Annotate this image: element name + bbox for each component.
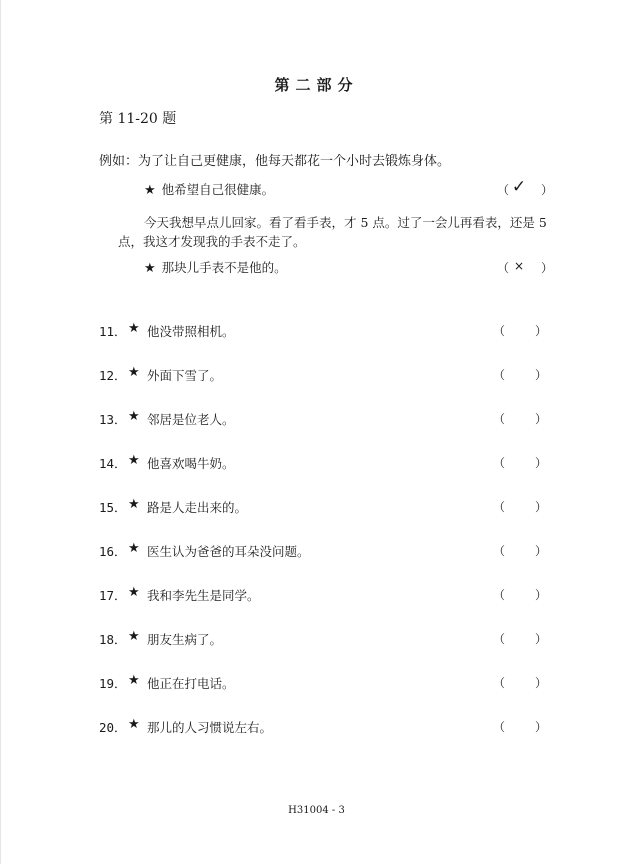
example-statement-1: [144, 180, 274, 198]
paren-close: ）: [535, 720, 548, 734]
example-paragraph: [118, 213, 548, 251]
example-answer-1-box: [497, 177, 557, 199]
star-icon: ★: [128, 717, 140, 732]
question-row: [99, 717, 548, 738]
paren-close: ）: [535, 544, 548, 558]
question-statement: 那儿的人习惯说左右。: [147, 720, 273, 735]
question-row: [99, 321, 548, 342]
paren-open: （: [493, 324, 506, 338]
paren-open: （: [493, 676, 506, 690]
question-number: 17．: [99, 588, 127, 603]
question-statement: 外面下雪了。: [147, 368, 223, 383]
question-statement: 我和李先生是同学。: [147, 588, 260, 603]
question-row: [99, 409, 548, 430]
paren-open: （: [493, 544, 506, 558]
question-number: 14．: [99, 456, 127, 471]
example-label: 例如：: [99, 154, 139, 169]
question-number: 20．: [99, 720, 127, 735]
question-row: [99, 497, 548, 518]
paren-close: ）: [535, 456, 548, 470]
question-row: [99, 629, 548, 650]
star-icon: ★: [128, 453, 140, 468]
star-icon: ★: [128, 409, 140, 424]
cross-mark-icon: ×: [513, 259, 525, 273]
question-number: 11．: [99, 324, 127, 339]
paren-close: ）: [535, 632, 548, 646]
paren-open: （: [493, 632, 506, 646]
star-icon: ★: [128, 673, 140, 688]
question-number: 15．: [99, 500, 127, 515]
paren-open: （: [493, 500, 506, 514]
star-icon: ★: [128, 585, 140, 600]
question-statement: 路是人走出来的。: [147, 500, 248, 515]
example-statement-2-text: 那块儿手表不是他的。: [161, 260, 287, 275]
question-row: [99, 365, 548, 386]
check-mark-icon: ✓: [511, 177, 527, 197]
paren-close: ）: [535, 412, 548, 426]
example-sentence-line: [99, 150, 450, 169]
question-number: 19．: [99, 676, 127, 691]
question-statement: 医生认为爸爸的耳朵没问题。: [147, 544, 310, 559]
star-icon: ★: [128, 629, 140, 644]
paren-close: ）: [535, 676, 548, 690]
paren-close: ）: [541, 183, 554, 197]
paren-open: （: [497, 261, 510, 275]
question-number: 12．: [99, 368, 127, 383]
question-statement: 朋友生病了。: [147, 632, 223, 647]
question-statement: 邻居是位老人。: [147, 412, 235, 427]
paren-open: （: [493, 720, 506, 734]
example-statement-2: [144, 258, 287, 276]
question-range-subtitle: 第 11-20 题: [99, 111, 177, 127]
paren-close: ）: [535, 324, 548, 338]
star-icon: ★: [128, 365, 140, 380]
paren-close: ）: [535, 368, 548, 382]
question-statement: 他正在打电话。: [147, 676, 235, 691]
section-title: 第二部分: [274, 76, 359, 94]
question-row: [99, 585, 548, 606]
example-statement-1-text: 他希望自己很健康。: [161, 182, 275, 197]
question-row: [99, 673, 548, 694]
star-icon: ★: [128, 497, 140, 512]
example-sentence: 为了让自己更健康，他每天都花一个小时去锻炼身体。: [138, 154, 451, 169]
question-row: [99, 541, 548, 562]
star-icon: ★: [128, 541, 140, 556]
paren-open: （: [493, 412, 506, 426]
example-paragraph-text: 今天我想早点儿回家。看了看手表，才 5 点。过了一会儿再看表，还是 5 点，我这才发现我的手表不走了。: [118, 215, 547, 249]
paren-close: ）: [535, 500, 548, 514]
star-icon: ★: [144, 183, 156, 198]
question-number: 13．: [99, 412, 127, 427]
question-number: 18．: [99, 632, 127, 647]
star-icon: ★: [128, 321, 140, 336]
question-statement: 他没带照相机。: [147, 324, 235, 339]
question-row: [99, 453, 548, 474]
paren-open: （: [493, 368, 506, 382]
paren-close: ）: [541, 261, 554, 275]
question-number: 16．: [99, 544, 127, 559]
paren-close: ）: [535, 588, 548, 602]
example-answer-2-box: [497, 259, 557, 277]
star-icon: ★: [144, 261, 156, 276]
paren-open: （: [497, 183, 510, 197]
paren-open: （: [493, 456, 506, 470]
paren-open: （: [493, 588, 506, 602]
page-footer: H31004 - 3: [288, 805, 345, 816]
question-statement: 他喜欢喝牛奶。: [147, 456, 235, 471]
